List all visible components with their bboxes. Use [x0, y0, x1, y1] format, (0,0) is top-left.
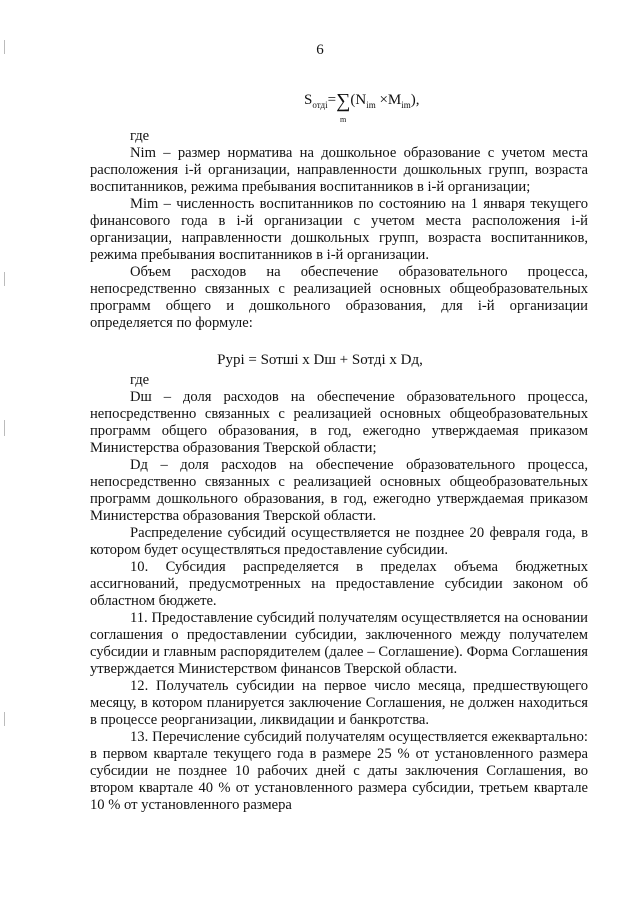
margin-mark [4, 420, 5, 436]
formula-n-sub: im [366, 100, 376, 110]
gde-label: где [130, 372, 150, 388]
paragraph-12: 12. Получатель субсидии на первое число месяца, предшествующего месяцу, в котором планируется заключение Соглашения, не должен находиться в процессе реорганизации, ликвидации и банкротства. [90, 678, 588, 728]
paragraph-dsh: Dш – доля расходов на обеспечение образовательного процесса, непосредственно связанных с реализацией основных общеобразовательных программ общего образования, в год, ежегодно утверждаемая приказом Министерства образования Тверской области; [90, 389, 588, 456]
page-number: 6 [316, 42, 324, 58]
sum-symbol: ∑ [336, 90, 351, 112]
formula-m-sub: im [401, 100, 411, 110]
paragraph-10: 10. Субсидия распределяется в пределах объема бюджетных ассигнований, предусмотренных на предоставление субсидии законом об областном бюджете. [90, 559, 588, 609]
formula-rest: (N [350, 92, 367, 108]
sum-index: m [340, 115, 347, 124]
formula-times: ×M [375, 92, 402, 108]
formula-sum: $S_{отдi}=\sum(N_{im} \times M_{im})$, [304, 90, 420, 112]
margin-mark [4, 712, 5, 726]
paragraph-nim: Nim – размер норматива на дошкольное образование с учетом места расположения i-й организации, направленности дошкольных групп, возраста воспитанников, режима пребывания воспитанников в i-й организации; [90, 145, 588, 195]
paragraph-raspred: Распределение субсидий осуществляется не позднее 20 февраля года, в котором будет осуществляться предоставление субсидии. [90, 525, 588, 558]
paragraph-dd: Dд – доля расходов на обеспечение образовательного процесса, непосредственно связанных с реализацией основных общеобразовательных программ дошкольного образования, в год, ежегодно утверждаемая приказом Министерства образования Тверской области. [90, 457, 588, 524]
body-block-1 [90, 128, 588, 332]
formula-close: ), [410, 92, 420, 108]
gde-label: где [130, 128, 150, 144]
paragraph-mim: Mim – численность воспитанников по состоянию на 1 января текущего финансового года в i-й организации с учетом места расположения i-й организации, направленности дошкольных групп, возраста воспитанников, режима пребывания воспитанников в i-й организации. [90, 196, 588, 263]
formula-s: S [304, 92, 313, 108]
formula-s-sub: отдi [312, 100, 328, 110]
body-block-2 [90, 372, 588, 814]
paragraph-13: 13. Перечисление субсидий получателям осуществляется ежеквартально: в первом квартале текущего года в размере 25 % от установленного размера субсидии не позднее 10 рабочих дней с даты заключения Соглашения, во втором квартале 40 % от установленного размера субсидии, третьем квартале 10 % от установленного размера [90, 729, 588, 813]
paragraph-11: 11. Предоставление субсидий получателям осуществляется на основании соглашения о предоставлении субсидии, заключенного между получателем субсидии и главным распорядителем (далее – Соглашение). Форма Соглашения утверждается Министерством финансов Тверской области. [90, 610, 588, 677]
paragraph-obem: Объем расходов на обеспечение образовательного процесса, непосредственно связанных с реализацией основных общеобразовательных программ общего и дошкольного образования, для i-й организации определяется по формуле: [90, 264, 588, 331]
formula-pyp: Pypi = Sотшi х Dш + Sотдi х Dд, [217, 352, 423, 368]
margin-mark [4, 272, 5, 286]
